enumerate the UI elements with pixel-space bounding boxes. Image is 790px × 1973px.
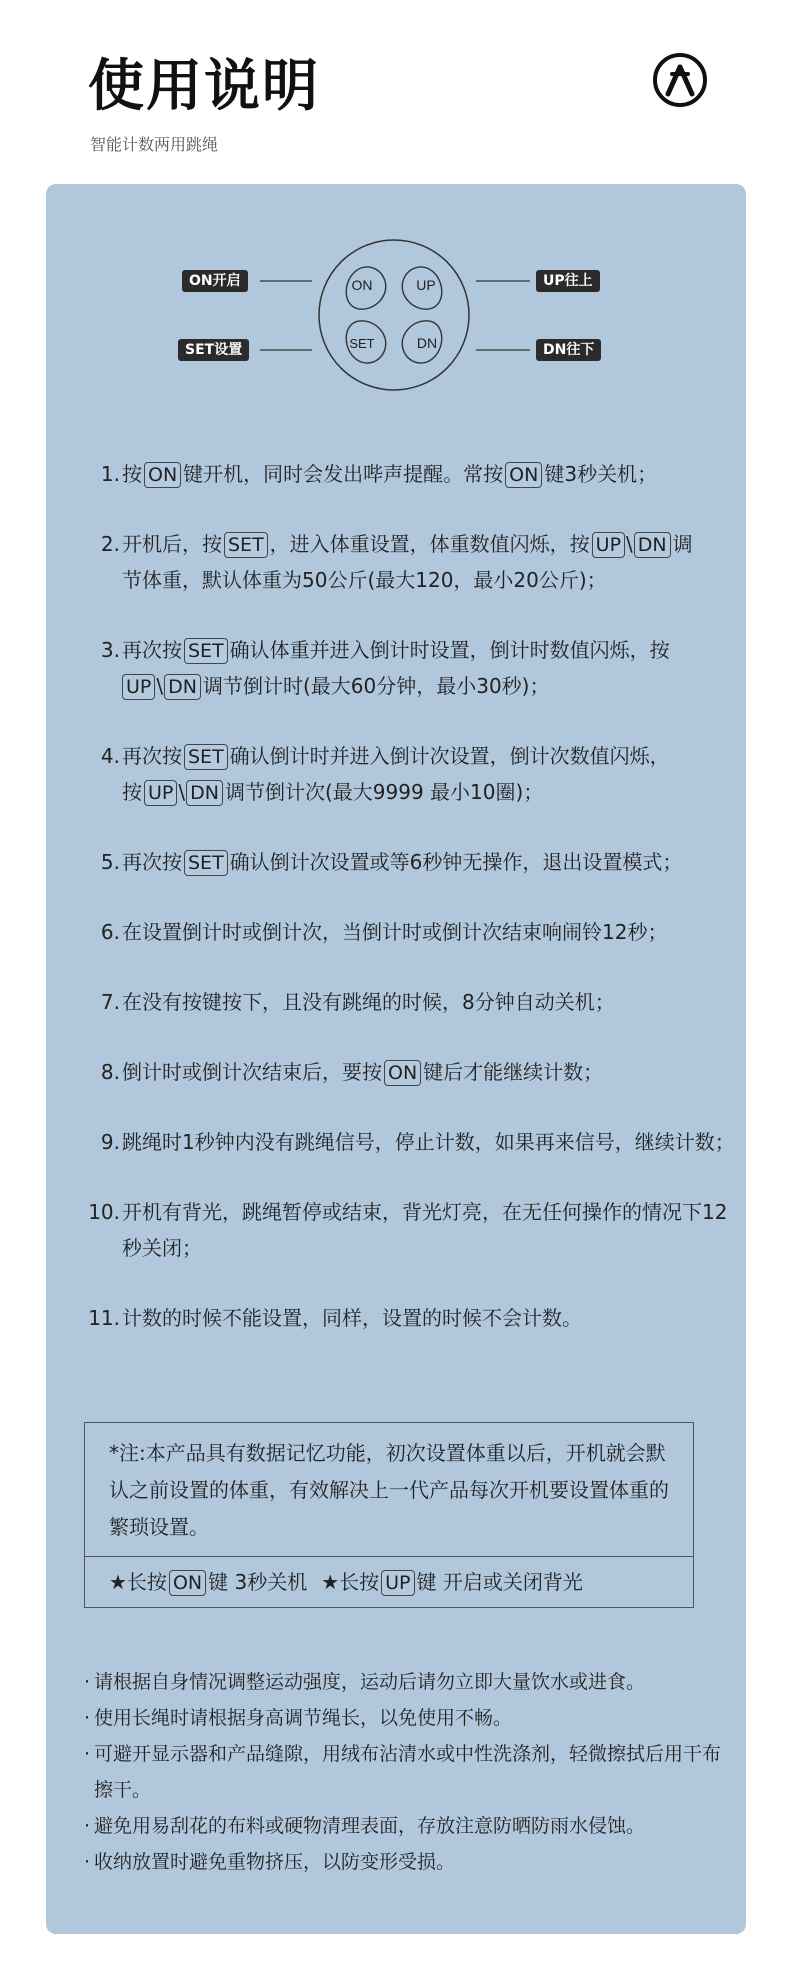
step-text: 计数的时候不能设置，同样，设置的时候不会计数。: [122, 1306, 582, 1330]
step-text: 键后才能继续计数；: [423, 1060, 604, 1084]
step-number: 3.: [100, 638, 120, 662]
diagram-btn-on: ON: [351, 277, 373, 293]
step-number: 9.: [100, 1130, 120, 1154]
brand-logo-icon: [650, 50, 710, 110]
button-diagram-graphic: [46, 184, 746, 414]
key-dn-label: DN: [164, 674, 201, 700]
step-number: 2.: [100, 532, 120, 556]
step-text: 调: [672, 532, 693, 556]
page-subtitle: 智能计数两用跳绳: [90, 135, 219, 154]
care-tips: [84, 1664, 734, 1880]
step-10: [86, 1194, 736, 1266]
step-2: [86, 526, 736, 598]
step-text: 键3秒关机；: [544, 462, 658, 486]
key-dn-label: DN: [634, 532, 671, 558]
step-text: 开机有背光，跳绳暂停或结束，背光灯亮，在无任何操作的情况下12秒关闭；: [122, 1200, 728, 1260]
shortcut-text: ★长按: [109, 1570, 167, 1594]
step-text: 确认倒计时并进入倒计次设置，倒计次数值闪烁，: [229, 744, 670, 768]
key-on-label: ON: [144, 462, 181, 488]
key-set-label: SET: [224, 532, 268, 558]
key-on-label: ON: [384, 1060, 421, 1086]
step-9: [86, 1124, 736, 1160]
step-4: [86, 738, 736, 810]
step-8: [86, 1054, 736, 1090]
tip-item: · 使用长绳时请根据身高调节绳长，以免使用不畅。: [84, 1700, 734, 1736]
step-text: 按: [122, 462, 142, 486]
key-separator: \: [178, 780, 186, 804]
step-text: 按: [122, 780, 142, 804]
key-dn-label: DN: [186, 780, 223, 806]
step-number: 1.: [100, 462, 120, 486]
step-text: 再次按: [122, 638, 182, 662]
key-up-label: UP: [381, 1570, 414, 1596]
step-text: 在设置倒计时或倒计次，当倒计时或倒计次结束响闹铃12秒；: [122, 920, 668, 944]
note-text: *注:本产品具有数据记忆功能，初次设置体重以后，开机就会默认之前设置的体重，有效解决上一代产品每次开机要设置体重的繁琐设置。: [109, 1441, 669, 1539]
instruction-panel: [46, 184, 746, 1934]
shortcut-text: 键 开启或关闭背光: [416, 1570, 583, 1594]
shortcut-text: ★长按: [321, 1570, 380, 1594]
step-number: 4.: [100, 744, 120, 768]
tag-up: UP往上: [536, 270, 600, 292]
key-up-label: UP: [144, 780, 177, 806]
memory-note-box: [84, 1422, 694, 1608]
step-6: [86, 914, 736, 950]
step-11: [86, 1300, 736, 1336]
key-up-label: UP: [592, 532, 625, 558]
step-text: 节体重，默认体重为50公斤(最大120，最小20公斤)；: [122, 568, 607, 592]
step-5: [86, 844, 736, 880]
tip-item: · 避免用易刮花的布料或硬物清理表面，存放注意防晒防雨水侵蚀。: [84, 1808, 734, 1844]
step-number: 6.: [100, 920, 120, 944]
tip-item: · 请根据自身情况调整运动强度，运动后请勿立即大量饮水或进食。: [84, 1664, 734, 1700]
key-set-label: SET: [184, 850, 228, 876]
key-separator: \: [626, 532, 633, 556]
step-number: 7.: [100, 990, 120, 1014]
step-text: 倒计时或倒计次结束后，要按: [122, 1060, 382, 1084]
key-up-label: UP: [122, 674, 155, 700]
step-text: 再次按: [122, 850, 182, 874]
step-text: 确认倒计次设置或等6秒钟无操作，退出设置模式；: [229, 850, 683, 874]
step-text: 在没有按键按下，且没有跳绳的时候，8分钟自动关机；: [122, 990, 615, 1014]
step-number: 5.: [100, 850, 120, 874]
diagram-btn-set: SET: [349, 336, 375, 351]
step-text: ，进入体重设置，体重数值闪烁，按: [269, 532, 590, 556]
step-3: [86, 632, 736, 704]
diagram-btn-up: UP: [416, 277, 436, 293]
tip-item: · 收纳放置时避免重物挤压，以防变形受损。: [84, 1844, 734, 1880]
key-set-label: SET: [184, 744, 228, 770]
tag-set: SET设置: [178, 339, 249, 361]
key-on-label: ON: [505, 462, 542, 488]
step-text: 调节倒计次(最大9999 最小10圈)；: [224, 780, 544, 804]
step-number: 10.: [88, 1200, 120, 1224]
step-text: 跳绳时1秒钟内没有跳绳信号，停止计数，如果再来信号，继续计数；: [122, 1130, 735, 1154]
step-text: 确认体重并进入倒计时设置，倒计时数值闪烁，按: [229, 638, 670, 662]
tip-item: · 可避开显示器和产品缝隙，用绒布沾清水或中性洗涤剂，轻微擦拭后用干布擦干。: [84, 1736, 734, 1808]
tag-dn: DN往下: [536, 339, 601, 361]
step-text: 开机后，按: [122, 532, 222, 556]
shortcut-text: 键 3秒关机: [208, 1570, 308, 1594]
key-separator: \: [156, 674, 164, 698]
step-number: 11.: [88, 1306, 120, 1330]
diagram-btn-dn: DN: [416, 335, 438, 351]
step-number: 8.: [100, 1060, 120, 1084]
step-text: 调节倒计时(最大60分钟，最小30秒)；: [202, 674, 550, 698]
step-list: [86, 456, 736, 1336]
button-diagram: [46, 184, 746, 414]
key-on-label: ON: [169, 1570, 206, 1596]
step-7: [86, 984, 736, 1020]
tag-on: ON开启: [182, 270, 248, 292]
note-shortcuts: [85, 1556, 693, 1607]
page-title: 使用说明: [88, 54, 320, 119]
step-text: 再次按: [122, 744, 182, 768]
step-text: 键开机，同时会发出哔声提醒。常按: [183, 462, 504, 486]
key-set-label: SET: [184, 638, 228, 664]
step-1: [86, 456, 736, 492]
